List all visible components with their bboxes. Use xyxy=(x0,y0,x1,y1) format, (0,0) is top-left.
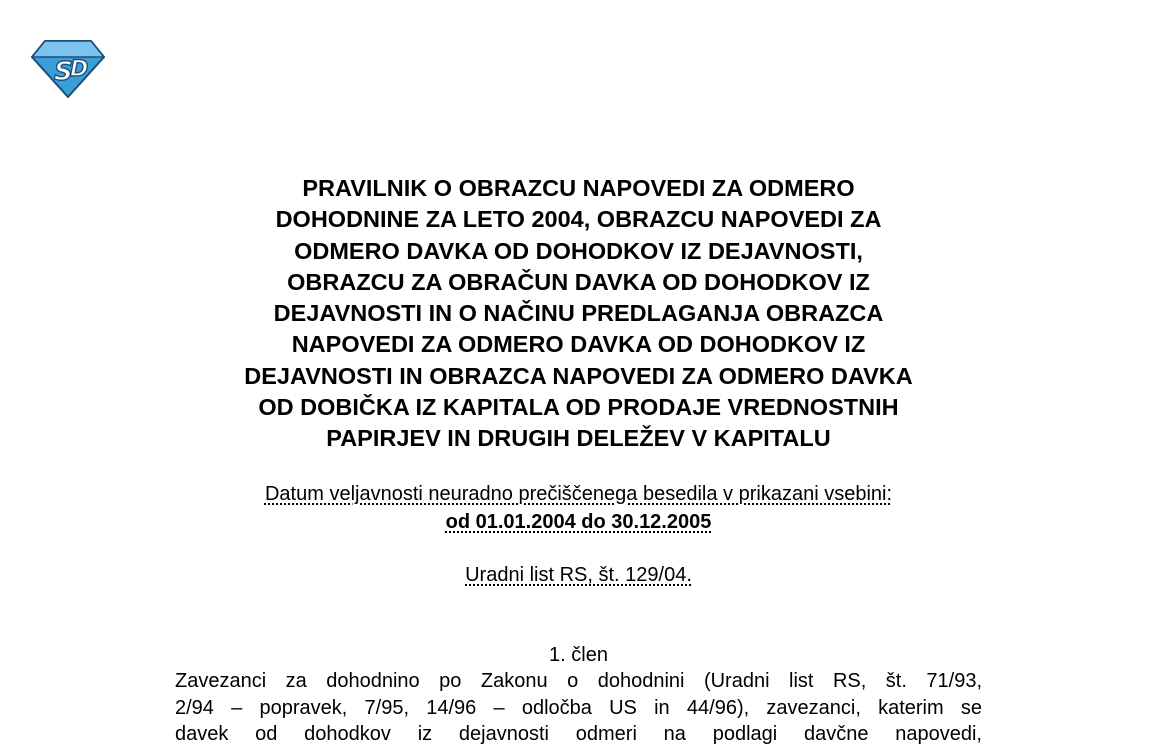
validity-dates[interactable]: od 01.01.2004 do 30.12.2005 xyxy=(445,511,712,533)
validity-label[interactable]: Datum veljavnosti neuradno prečiščenega besedila v prikazani vsebini: xyxy=(264,483,893,505)
article-heading: 1. člen xyxy=(549,644,608,666)
logo-letter-d: D xyxy=(70,57,89,82)
gazette-link[interactable]: Uradni list RS, št. 129/04. xyxy=(465,564,692,586)
article-line: davek od dohodkov iz dejavnosti odmeri na podlagi davčne napovedi, xyxy=(175,723,982,745)
validity-block xyxy=(150,480,1007,536)
article-body xyxy=(175,668,982,748)
document-title: PRAVILNIK O OBRAZCU NAPOVEDI ZA ODMERO DOHODNINE ZA LETO 2004, OBRAZCU NAPOVEDI ZA ODMERO DAVKA OD DOHODKOV IZ DEJAVNOSTI, OBRAZCU ZA OBRAČUN DAVKA OD DOHODKOV IZ DEJAVNOSTI IN O NAČINU PREDLAGANJA OBRAZCA NAPOVEDI ZA ODMERO DAVKA OD DOHODKOV IZ DEJAVNOSTI IN OBRAZCA NAPOVEDI ZA ODMERO DAVKA OD DOBIČKA IZ KAPITALA OD PRODAJE VREDNOSTNIH PAPIRJEV IN DRUGIH DELEŽEV V KAPITALU xyxy=(244,175,913,452)
logo-icon xyxy=(31,40,105,98)
gazette-reference xyxy=(150,561,1007,589)
article-line: Zavezanci za dohodnino po Zakonu o dohodnini (Uradni list RS, št. 71/93, xyxy=(175,670,982,692)
logo-letter-s: S xyxy=(54,57,73,87)
article-line: 2/94 – popravek, 7/95, 14/96 – odločba US in 44/96), zavezanci, katerim se xyxy=(175,696,982,719)
